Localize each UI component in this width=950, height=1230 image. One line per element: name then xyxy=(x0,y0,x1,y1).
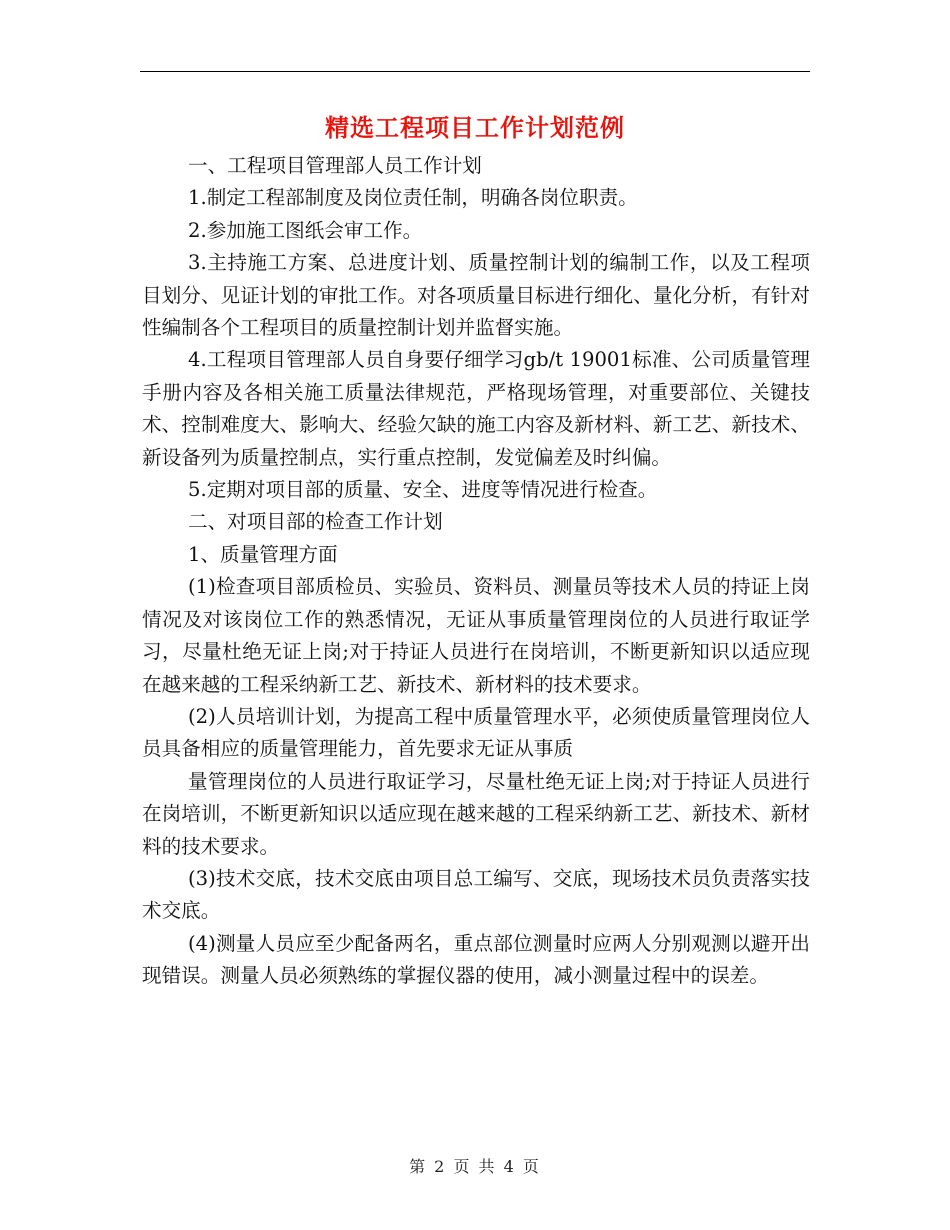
paragraph: 3.主持施工方案、总进度计划、质量控制计划的编制工作，以及工程项目划分、见证计划的审批工作。对各项质量目标进行细化、量化分析，有针对性编制各个工程项目的质量控制计划并监督实施。 xyxy=(142,251,810,340)
header-rule xyxy=(140,71,810,72)
page-footer: 第 2 页 共 4 页 xyxy=(409,1157,541,1176)
subsection-heading: 1、质量管理方面 xyxy=(188,542,338,566)
paragraph: 1.制定工程部制度及岗位责任制，明确各岗位职责。 xyxy=(188,186,638,210)
paragraph: (4)测量人员应至少配备两名，重点部位测量时应两人分别观测以避开出现错误。测量人员必须熟练的掌握仪器的使用，减小测量过程中的误差。 xyxy=(142,931,810,988)
document-title: 精选工程项目工作计划范例 xyxy=(325,114,625,142)
paragraph: (2)人员培训计划，为提高工程中质量管理水平，必须使质量管理岗位人员具备相应的质量管理能力，首先要求无证从事质 xyxy=(142,704,810,761)
document-body xyxy=(142,150,810,993)
section-heading-1: 一、工程项目管理部人员工作计划 xyxy=(188,154,482,177)
section-heading-2: 二、对项目部的检查工作计划 xyxy=(188,510,443,534)
paragraph: (1)检查项目部质检员、实验员、资料员、测量员等技术人员的持证上岗情况及对该岗位工作的熟悉情况，无证从事质量管理岗位的人员进行取证学习，尽量杜绝无证上岗;对于持证人员进行在岗培训，不断更新知识以适应现在越来越的工程采纳新工艺、新技术、新材料的技术要求。 xyxy=(142,575,810,696)
paragraph: 5.定期对项目部的质量、安全、进度等情况进行检查。 xyxy=(188,478,658,502)
paragraph: 2.参加施工图纸会审工作。 xyxy=(188,218,423,242)
paragraph: (3)技术交底，技术交底由项目总工编写、交底，现场技术员负责落实技术交底。 xyxy=(142,866,810,923)
paragraph: 量管理岗位的人员进行取证学习，尽量杜绝无证上岗;对于持证人员进行在岗培训，不断更新知识以适应现在越来越的工程采纳新工艺、新技术、新材料的技术要求。 xyxy=(142,769,810,858)
paragraph: 4.工程项目管理部人员自身要仔细学习gb/t 19001标准、公司质量管理手册内容及各相关施工质量法律规范，严格现场管理，对重要部位、关键技术、控制难度大、影响大、经验欠缺的施工内容及新材料、新工艺、新技术、新设备列为质量控制点，实行重点控制，发觉偏差及时纠偏。 xyxy=(142,348,810,469)
